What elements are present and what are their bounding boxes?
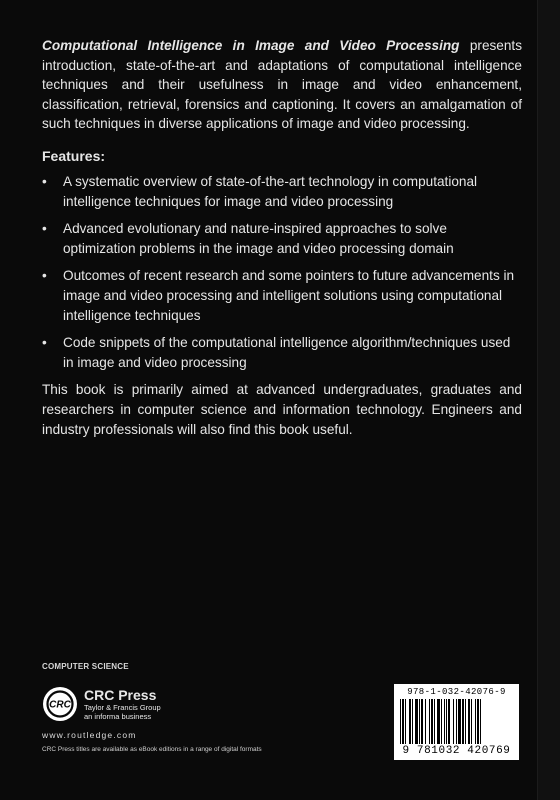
bullet-icon: • bbox=[42, 173, 47, 189]
barcode-bar bbox=[465, 699, 466, 744]
feature-item bbox=[42, 172, 522, 211]
feature-text: Outcomes of recent research and some pointers to future advancements in image and video processing and intelligent solutions using computational intelligence techniques bbox=[63, 268, 515, 323]
barcode-bar bbox=[437, 699, 440, 744]
barcode-bar bbox=[402, 699, 404, 744]
isbn-barcode bbox=[394, 684, 519, 760]
feature-item bbox=[42, 333, 522, 372]
barcode-bar bbox=[468, 699, 470, 744]
bullet-icon: • bbox=[42, 268, 47, 284]
publisher-block bbox=[84, 688, 161, 721]
publisher-name: CRC Press bbox=[84, 687, 157, 703]
intro-text: presents introduction, state-of-the-art and adaptations of computational intelligence techniques and their usefulness in image and video enhancement, classification, retrieval, forensics and captioning. It covers an amalgamation of such techniques in diverse applications of image and video processing. bbox=[42, 38, 522, 132]
barcode-bar bbox=[471, 699, 472, 744]
barcode-bar bbox=[412, 699, 413, 744]
barcode-bar bbox=[475, 699, 476, 744]
barcode-bar bbox=[458, 699, 461, 744]
barcode-bar bbox=[448, 699, 450, 744]
subject-category: COMPUTER SCIENCE bbox=[42, 662, 129, 671]
book-title: Computational Intelligence in Image and Video Processing bbox=[42, 38, 460, 53]
spine-edge bbox=[537, 0, 560, 800]
barcode-bar bbox=[453, 699, 454, 744]
barcode-bar bbox=[441, 699, 442, 744]
barcode-bar bbox=[446, 699, 447, 744]
publisher-group: Taylor & Francis Group bbox=[84, 703, 161, 712]
barcode-bar bbox=[480, 699, 481, 744]
barcode-bar bbox=[405, 699, 406, 744]
barcode-bar bbox=[419, 699, 420, 744]
feature-text: Code snippets of the computational intelligence algorithm/techniques used in image and video processing bbox=[63, 335, 511, 370]
features-heading: Features: bbox=[42, 147, 106, 164]
ebook-footnote: CRC Press titles are available as eBook editions in a range of digital formats bbox=[42, 746, 262, 753]
publisher-tagline: an informa business bbox=[84, 712, 152, 721]
bullet-icon: • bbox=[42, 335, 47, 351]
barcode-bar bbox=[400, 699, 401, 744]
feature-item bbox=[42, 219, 522, 258]
barcode-bar bbox=[409, 699, 411, 744]
barcode-bar bbox=[444, 699, 445, 744]
back-cover-text bbox=[42, 36, 522, 439]
barcode-bars bbox=[400, 699, 513, 744]
publisher-url[interactable]: www.routledge.com bbox=[42, 730, 137, 740]
barcode-bar bbox=[431, 699, 433, 744]
barcode-digits: 9 781032 420769 bbox=[402, 745, 511, 757]
feature-text: A systematic overview of state-of-the-art technology in computational intelligence techniques for image and video processing bbox=[63, 173, 478, 209]
barcode-bar bbox=[434, 699, 435, 744]
bullet-icon: • bbox=[42, 221, 47, 237]
barcode-bar bbox=[425, 699, 426, 744]
barcode-bar bbox=[462, 699, 464, 744]
isbn-number: 978-1-032-42076-9 bbox=[407, 687, 506, 697]
barcode-bar bbox=[429, 699, 430, 744]
logo-text: CRC bbox=[49, 699, 71, 711]
barcode-bar bbox=[477, 699, 479, 744]
barcode-bar bbox=[415, 699, 418, 744]
barcode-bar bbox=[421, 699, 423, 744]
crc-logo-icon bbox=[42, 686, 78, 722]
barcode-bar bbox=[456, 699, 457, 744]
closing-paragraph: This book is primarily aimed at advanced undergraduates, graduates and researchers in computer science and information technology. Engineers and industry professionals will also find this book useful. bbox=[42, 382, 522, 437]
features-list bbox=[42, 172, 522, 372]
intro-paragraph bbox=[42, 36, 522, 134]
feature-item bbox=[42, 266, 522, 325]
feature-text: Advanced evolutionary and nature-inspired approaches to solve optimization problems in the image and video processing domain bbox=[63, 221, 454, 256]
